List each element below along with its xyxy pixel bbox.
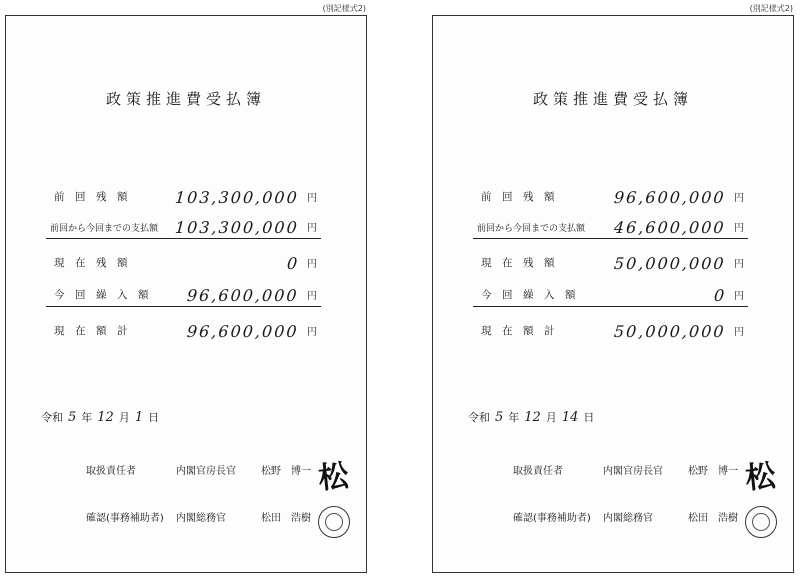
row-transfer-in — [46, 284, 321, 307]
date-month: 12 — [524, 410, 541, 425]
date-day-unit: 日 — [148, 411, 160, 424]
confirmer-stamp — [318, 506, 350, 538]
row-current-total — [46, 320, 321, 342]
row-unit: 円 — [734, 193, 744, 204]
handler-name: 松野 博一 — [688, 466, 738, 477]
row-label: 現 在 残 額 — [54, 257, 128, 269]
form-tag: (別記様式2) — [749, 4, 793, 13]
row-payments-since-previous — [473, 216, 748, 239]
date-month-unit: 月 — [545, 411, 557, 424]
date-day: 1 — [134, 410, 144, 425]
row-amount: 96,600,000 — [186, 286, 300, 305]
confirmer-role: 確認(事務補助者) — [513, 513, 591, 524]
handler-seal: 松 — [316, 458, 351, 497]
row-unit: 円 — [734, 259, 744, 270]
row-label: 前 回 残 額 — [54, 191, 128, 203]
row-label: 今 回 繰 入 額 — [481, 289, 576, 301]
page-title: 政策推進費受払簿 — [532, 90, 693, 108]
row-label: 前回から今回までの支払額 — [50, 224, 159, 234]
confirmer-name: 松田 浩樹 — [688, 513, 738, 524]
handler-role: 取扱責任者 — [513, 466, 563, 477]
row-amount: 96,600,000 — [186, 322, 300, 341]
row-label: 今 回 繰 入 額 — [54, 289, 149, 301]
row-unit: 円 — [734, 291, 744, 302]
date-year: 5 — [68, 410, 77, 425]
confirmer-role: 確認(事務補助者) — [86, 513, 164, 524]
date-day: 14 — [561, 410, 579, 425]
row-label: 前 回 残 額 — [481, 191, 555, 203]
date-line — [468, 409, 594, 425]
row-label: 前回から今回までの支払額 — [477, 224, 586, 234]
handler-seal: 松 — [743, 458, 778, 497]
row-label: 現 在 残 額 — [481, 257, 555, 269]
row-unit: 円 — [307, 193, 317, 204]
handler-role: 取扱責任者 — [86, 466, 136, 477]
row-unit: 円 — [734, 327, 744, 338]
date-month-unit: 月 — [118, 411, 130, 424]
handler-name: 松野 博一 — [261, 466, 311, 477]
row-amount: 103,300,000 — [174, 188, 300, 207]
row-unit: 円 — [307, 223, 317, 234]
form-tag: (別記様式2) — [322, 4, 366, 13]
date-day-unit: 日 — [583, 411, 595, 424]
handler-position: 内閣官房長官 — [603, 466, 663, 477]
confirmer-stamp — [745, 506, 777, 538]
date-year-unit: 年 — [508, 411, 520, 424]
row-unit: 円 — [307, 327, 317, 338]
row-previous-balance — [46, 186, 321, 208]
row-amount: 0 — [713, 286, 727, 305]
row-amount: 96,600,000 — [613, 188, 727, 207]
row-amount: 0 — [286, 254, 300, 273]
row-unit: 円 — [307, 291, 317, 302]
row-label: 現 在 額 計 — [481, 325, 555, 337]
date-year: 5 — [495, 410, 504, 425]
row-label: 現 在 額 計 — [54, 325, 128, 337]
row-current-balance — [46, 252, 321, 274]
row-previous-balance — [473, 186, 748, 208]
row-amount: 50,000,000 — [613, 322, 727, 341]
row-unit: 円 — [307, 259, 317, 270]
date-era: 令和 — [468, 411, 490, 424]
row-amount: 103,300,000 — [174, 218, 300, 237]
date-line — [41, 409, 159, 425]
row-amount: 50,000,000 — [613, 254, 727, 273]
date-month: 12 — [97, 410, 114, 425]
row-payments-since-previous — [46, 216, 321, 239]
date-year-unit: 年 — [81, 411, 93, 424]
handler-position: 内閣官房長官 — [176, 466, 236, 477]
ledger-page-right — [432, 4, 794, 573]
row-current-total — [473, 320, 748, 342]
confirmer-position: 内閣総務官 — [603, 513, 653, 524]
page-title: 政策推進費受払簿 — [105, 90, 266, 108]
confirmer-name: 松田 浩樹 — [261, 513, 311, 524]
row-current-balance — [473, 252, 748, 274]
row-amount: 46,600,000 — [613, 218, 727, 237]
date-era: 令和 — [41, 411, 63, 424]
row-transfer-in — [473, 284, 748, 307]
confirmer-position: 内閣総務官 — [176, 513, 226, 524]
row-unit: 円 — [734, 223, 744, 234]
ledger-page-left — [5, 4, 367, 573]
